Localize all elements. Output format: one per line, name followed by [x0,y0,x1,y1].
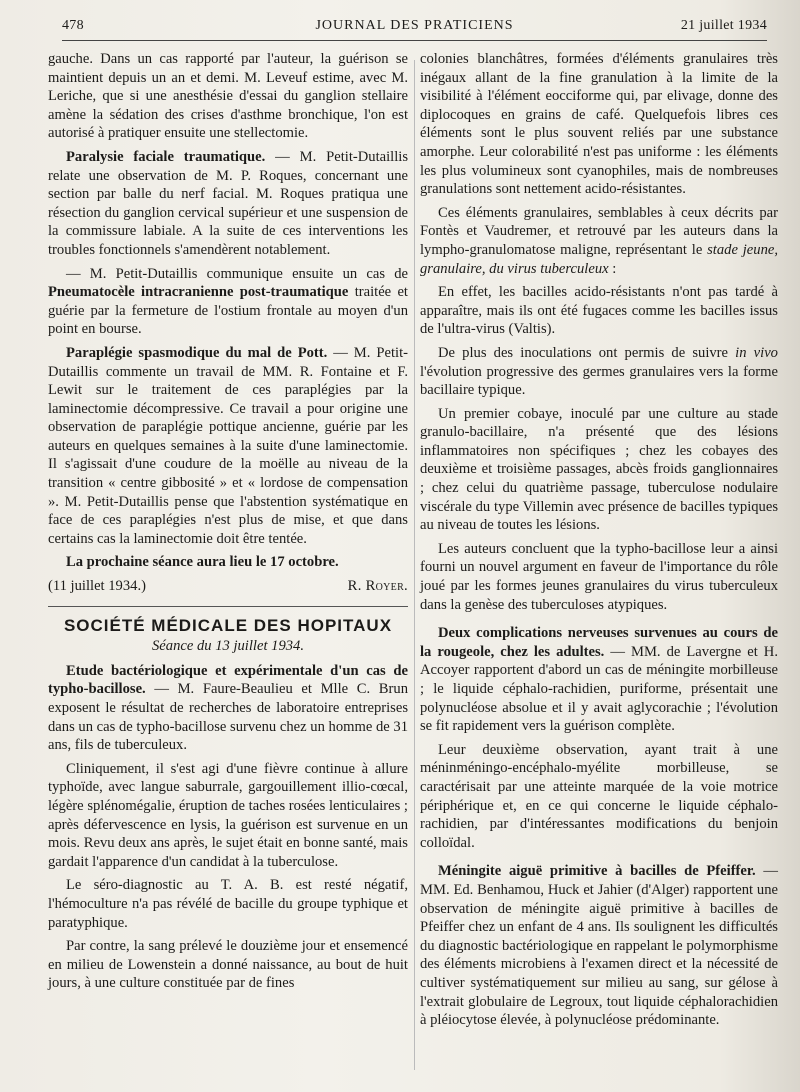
paragraph: Leur deuxième observation, ayant trait à une méninméningo-encéphalo-myélite morbilleuse, se caractérisait par une atteinte marquée de la voie motrice périphérique et, en ce qui concerne le liquide céphalo-rachidien, par d'intéressantes modifications du benjoin colloïdal. [420,741,778,851]
paragraph: Paraplégie spasmodique du mal de Pott. — M. Petit-Dutaillis commente un travail de MM. R. Fontaine et F. Lewit sur le traitement de ces paraplégies par la laminectomie décompressive. Ce travail a pour origine une observation de paraplégie pottique ancienne, guérie par les auteurs en quelques semaines à la suite d'une laminectomie. Il s'agissait d'une coudure de la moëlle au niveau de la transition « centre gibbosité » et « lordose de compensation ». M. Petit-Dutaillis pense que l'abstention systématique en face de ces paraplégies n'est plus de mise, et que dans certains cas la laminectomie doit être tentée. [48,344,408,547]
left-column [48,50,408,998]
paragraph: Par contre, la sang prélevé le douzième jour et ensemencé en milieu de Lowenstein a donné naissance, au bout de huit jours, à une culture constituée par de fines [48,938,408,992]
report-author: R. Royer. [347,578,408,595]
issue-date: 21 juillet 1934 [680,18,767,33]
paragraph: — M. Petit-Dutaillis communique ensuite un cas de Pneumatocèle intracranienne post-traumatique traitée et guérie par la fermeture de l'ostium frontale au moyen d'un point en bourse. [48,265,408,338]
section-heading: Paralysie faciale traumatique. [66,148,266,165]
paragraph: Deux complications nerveuses survenues au cours de la rougeole, chez les adultes. — MM. de Lavergne et H. Accoyer rapportent d'abord un cas de méningite morbilleuse ; le liquide céphalo-rachidien, puriforme, présentait une polynucléose absolue et il y avait aglycorachie ; l'évolution se fit rapidement vers la guérison complète. [420,625,778,735]
running-header [62,16,767,41]
paragraph: colonies blanchâtres, formées d'éléments granulaires très inégaux allant de la fine granulation à la limite de la visibilité à l'élément eocciforme qui, par elivage, donne des diplocoques en grains de café. Quelquefois libres ces éléments sont le plus souvent reliés par une substance amorphe. Leur colorabilité n'est pas uniforme : les éléments les plus volumineux sont cyanophiles, mais de nombreuses granulations sont nettement acido-résistantes. [420,51,778,198]
paragraph: De plus des inoculations ont permis de suivre in vivo l'évolution progressive des germes granulaires vers la forme bacillaire typique. [420,344,778,399]
paragraph: Méningite aiguë primitive à bacilles de Pfeiffer. — MM. Ed. Benhamou, Huck et Jahier (d'Alger) rapportent une observation de méningite aiguë primitive à bacilles de Pfeiffer chez un enfant de 4 ans. Ils soulignent les difficultés du diagnostic bactériologique en rappelant le polymorphisme des éléments microbiens à l'examen direct et la nécessité de cultiver systématiquement sur milieu au sang, sur gélose à l'extrait globulaire de Legroux, tout liquide céphalorachidien à pléiocytose élevée, à polynucléose prédominante. [420,863,778,1029]
paragraph: Cliniquement, il s'est agi d'une fièvre continue à allure typhoïde, avec langue saburrale, gargouillement illio-cœcal, légère splénomégalie, éruption de taches rosées lenticulaires ; après défervescence en lysis, la guérison est survenue en un mois. Revu deux ans après, le sujet était en bonne santé, mais gardait l'apparence d'un candidat à la tuberculose. [48,760,408,870]
page-number: 478 [62,18,84,33]
society-title: SOCIÉTÉ MÉDICALE DES HOPITAUX [48,606,408,636]
paragraph: Un premier cobaye, inoculé par une culture au stade granulo-bacillaire, n'a présenté que des lésions inflammatoires non spécifiques ; chez les cobayes des deuxième et troisième passages, abcès froids ganglionnaires ; chez celui du quatrième passage, tuberculose nodulaire viscérale du type Villemin avec présence de bacilles typiques au niveau de toutes les lésions. [420,405,778,534]
section-heading: Paraplégie spasmodique du mal de Pott. [66,344,328,361]
paragraph: gauche. Dans un cas rapporté par l'auteur, la guérison se maintient depuis un an et demi. M. Leveuf estime, avec M. Leriche, que si une anesthésie d'essai du ganglion stellaire amène la sédation des crises d'asthme bronchique, l'on est autorisé à pratiquer ensuite une stellectomie. [48,51,408,142]
signature-line [48,577,408,596]
paragraph: Paralysie faciale traumatique. — M. Petit-Dutaillis relate une observation de M. P. Roques, concernant une section par balle du nerf facial. M. Roques pratiqua une résection du ganglion cervical supérieur et une suspension de la commissure labiale. A la suite de ces interventions les troubles fonctionnels s'amendèrent notablement. [48,148,409,258]
next-session-note: La prochaine séance aura lieu le 17 octobre. [66,554,339,571]
journal-title: JOURNAL DES PRATICIENS [315,18,514,33]
section-heading: Etude bactériologique et expérimentale d'un cas de typho-bacillose. [48,662,408,698]
right-column [420,50,778,1035]
paragraph: Les auteurs concluent que la typho-bacillose leur a ainsi fourni un nouvel argument en faveur de l'importance du rôle joué par les formes jeunes granulaires du virus tuberculeux dans la genèse des tuberculoses atypiques. [420,540,778,613]
paragraph: Le séro-diagnostic au T. A. B. est resté négatif, l'hémoculture n'a pas révélé de bacille du groupe typhique et paratyphique. [48,877,408,931]
section-heading: Méningite aiguë primitive à bacilles de Pfeiffer. [438,863,756,880]
paragraph: En effet, les bacilles acido-résistants n'ont pas tardé à apparaître, mais ils ont été fugaces comme les bacilles issus de l'ultra-virus (Valtis). [420,284,778,338]
session-date: Séance du 13 juillet 1934. [152,638,304,655]
paragraph: Etude bactériologique et expérimentale d'un cas de typho-bacillose. — M. Faure-Beaulieu et Mlle C. Brun exposent le résultat de recherches de laboratoire entreprises dans un cas de typho-bacillose survenu chez un homme de 31 ans, fils de tuberculeux. [48,662,408,754]
report-date: (11 juillet 1934.) [48,578,146,595]
paragraph: Ces éléments granulaires, semblables à ceux décrits par Fontès et Vaudremer, et retrouvé par les auteurs dans la lympho-granulomatose maligne, représentant le stade jeune, granulaire, du virus tuberculeux : [420,204,778,277]
section-heading: Pneumatocèle intracranienne post-traumatique [48,284,349,301]
column-divider [414,60,415,1070]
section-heading: Deux complications nerveuses survenues au cours de la rougeole, chez les adultes. [420,625,778,660]
